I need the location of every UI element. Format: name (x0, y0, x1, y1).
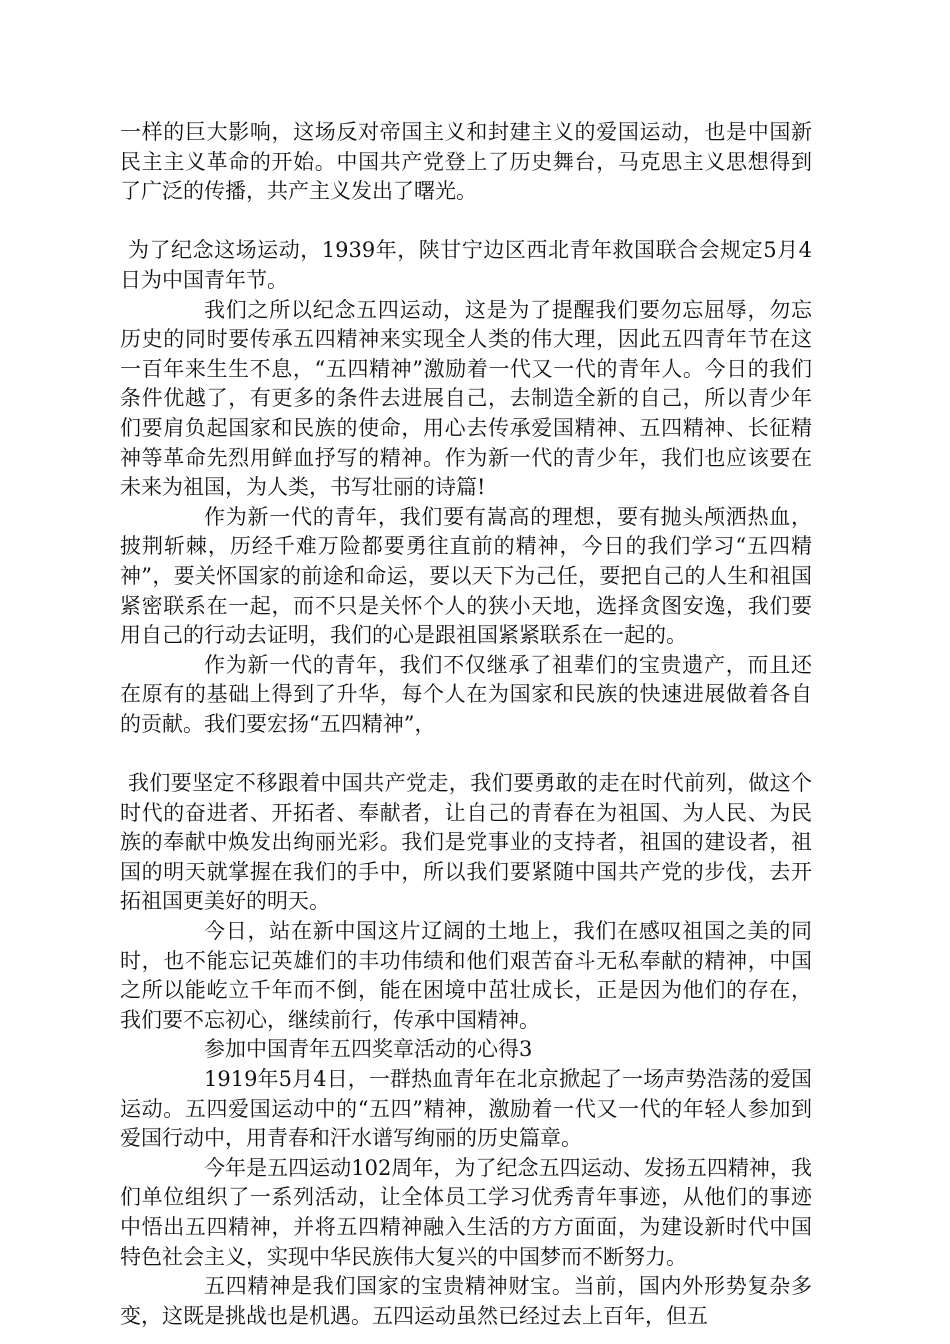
paragraph-1919: 1919年5月4日，一群热血青年在北京掀起了一场声势浩荡的爱国运动。五四爱国运动中的“五四”精神，激励着一代又一代的年轻人参加到爱国行动中，用青春和汗水谱写绚丽的历史篇章。 (120, 1067, 812, 1151)
paragraph-gap (120, 207, 812, 237)
paragraph-treasure: 五四精神是我们国家的宝贵精神财宝。当前，国内外形势复杂多变，这既是挑战也是机遇。五四运动虽然已经过去上百年，但五 (120, 1274, 812, 1328)
paragraph-commemorate: 我们之所以纪念五四运动，这是为了提醒我们要勿忘屈辱，勿忘历史的同时要传承五四精神来实现全人类的伟大理，因此五四青年节在这一百年来生生不息，“五四精神”激励着一代又一代的青年人。今日的我们条件优越了，有更多的条件去进展自己，去制造全新的自己，所以青少年们要肩负起国家和民族的使命，用心去传承爱国精神、五四精神、长征精神等革命先烈用鲜血抒写的精神。作为新一代的青少年，我们也应该要在未来为祖国，为人类，书写壮丽的诗篇! (120, 297, 812, 500)
paragraph-ideals: 作为新一代的青年，我们要有嵩高的理想，要有抛头颅洒热血，披荆斩棘，历经千难万险都要勇往直前的精神，今日的我们学习“五四精神”，要关怀国家的前途和命运，要以天下为己任，要把自己的人生和祖国紧密联系在一起，而不只是关怀个人的狭小天地，选择贪图安逸，我们要用自己的行动去证明，我们的心是跟祖国紧紧联系在一起的。 (120, 504, 812, 648)
paragraph-youth-day: 为了纪念这场运动，1939年，陕甘宁边区西北青年救国联合会规定5月4日为中国青年节。 (120, 238, 812, 292)
paragraph-gap (120, 739, 812, 769)
paragraph-continuation: 一样的巨大影响，这场反对帝国主义和封建主义的爱国运动，也是中国新民主主义革命的开始。中国共产党登上了历史舞台，马克思主义思想得到了广泛的传播，共产主义发出了曙光。 (120, 120, 812, 204)
document-body (120, 118, 812, 1331)
paragraph-anniversary: 今年是五四运动102周年，为了纪念五四运动、发扬五四精神，我们单位组织了一系列活动，让全体员工学习优秀青年事迹，从他们的事迹中悟出五四精神，并将五四精神融入生活的方方面面，为建设新时代中国特色社会主义，实现中华民族伟大复兴的中国梦而不断努力。 (120, 1155, 812, 1269)
paragraph-inherit: 作为新一代的青年，我们不仅继承了祖辈们的宝贵遗产，而且还在原有的基础上得到了升华，每个人在为国家和民族的快速进展做着各自的贡献。我们要宏扬“五四精神”， (120, 652, 812, 736)
paragraph-today: 今日，站在新中国这片辽阔的土地上，我们在感叹祖国之美的同时，也不能忘记英雄们的丰功伟绩和他们艰苦奋斗无私奉献的精神，中国之所以能屹立千年而不倒，能在困境中茁壮成长，正是因为他们的存在，我们要不忘初心，继续前行，传承中国精神。 (120, 919, 812, 1032)
section-heading: 参加中国青年五四奖章活动的心得3 (204, 1037, 533, 1062)
paragraph-follow-party: 我们要坚定不移跟着中国共产党走，我们要勇敢的走在时代前列，做这个时代的奋进者、开拓者、奉献者，让自己的青春在为祖国、为人民、为民族的奉献中焕发出绚丽光彩。我们是党事业的支持者，祖国的建设者，祖国的明天就掌握在我们的手中，所以我们要紧随中国共产党的步伐，去开拓祖国更美好的明天。 (120, 771, 812, 914)
